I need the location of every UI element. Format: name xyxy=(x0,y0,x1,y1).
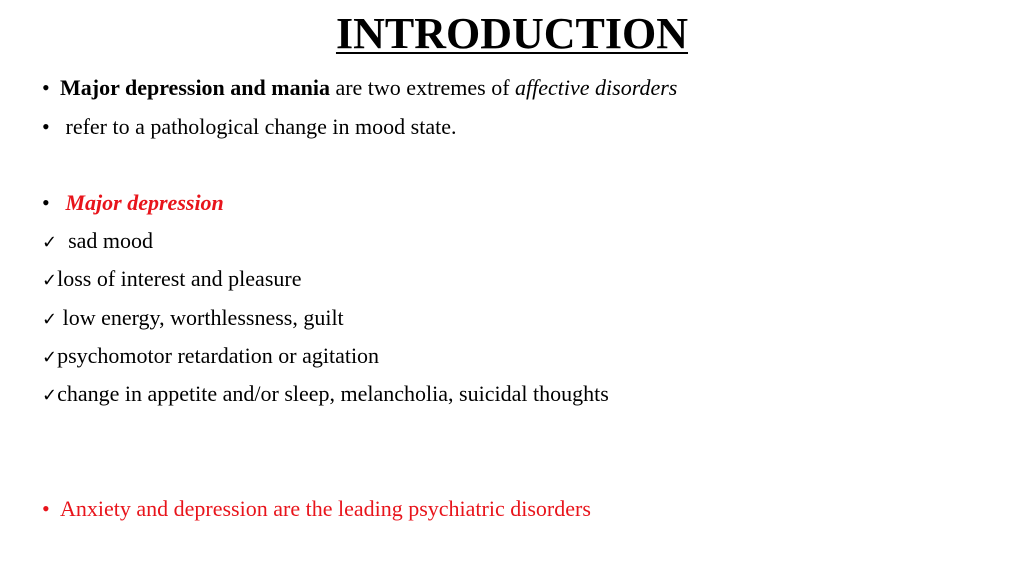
bullet-text: are two extremes of xyxy=(329,75,516,100)
symptom-text: low energy, worthlessness, guilt xyxy=(57,305,344,330)
bold-term: Major depression and mania xyxy=(60,75,330,100)
symptom-item xyxy=(42,304,344,334)
checkmark-icon: ✓ xyxy=(42,385,58,406)
symptom-item xyxy=(42,265,301,295)
bullet-dot-icon: • xyxy=(42,190,50,215)
bullet-dot-icon: • xyxy=(42,75,50,100)
bullet-text: refer to a pathological change in mood state. xyxy=(60,114,457,139)
checkmark-icon: ✓ xyxy=(42,347,58,368)
bullet-item-mood-change xyxy=(42,113,456,141)
checkmark-icon: ✓ xyxy=(42,232,58,253)
symptom-text: change in appetite and/or sleep, melancholia, suicidal thoughts xyxy=(57,381,609,406)
bullet-item-leading-disorders xyxy=(42,495,591,523)
symptom-item xyxy=(42,342,379,372)
checkmark-icon: ✓ xyxy=(42,270,58,291)
symptom-text: loss of interest and pleasure xyxy=(57,266,302,291)
checkmark-icon: ✓ xyxy=(42,309,58,330)
symptom-text: psychomotor retardation or agitation xyxy=(57,343,380,368)
slide-title: INTRODUCTION xyxy=(335,9,689,58)
symptom-item xyxy=(42,380,609,410)
bullet-text: Anxiety and depression are the leading psychiatric disorders xyxy=(60,496,591,521)
bullet-item-affective-disorders xyxy=(42,74,677,102)
symptom-text: sad mood xyxy=(57,228,154,253)
section-heading: Major depression xyxy=(60,190,224,215)
bullet-dot-icon: • xyxy=(42,114,50,139)
bullet-dot-icon: • xyxy=(42,496,50,521)
symptom-item xyxy=(42,227,153,257)
italic-term: affective disorders xyxy=(515,75,678,100)
bullet-item-major-depression xyxy=(42,189,224,217)
